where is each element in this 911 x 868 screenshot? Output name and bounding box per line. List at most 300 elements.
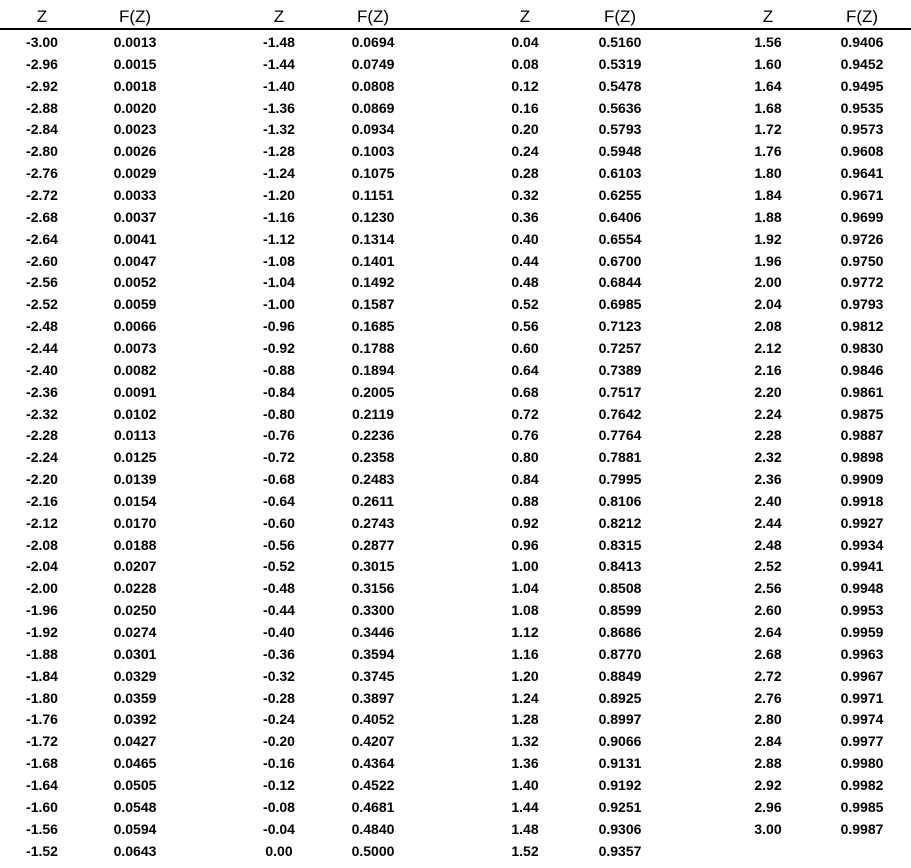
z-value-cell: -0.60 [263, 514, 295, 531]
z-value-cell: 1.44 [511, 798, 539, 815]
fz-value-cell: 0.0808 [351, 77, 395, 94]
z-value-cell: 2.88 [754, 755, 782, 772]
fz-value-cell: 0.0029 [113, 165, 157, 182]
z-value-cell: 2.00 [754, 274, 782, 291]
fz-value-cell: 0.9750 [840, 252, 884, 269]
fz-value-cell: 0.1401 [351, 252, 395, 269]
fz-value-cell: 0.0329 [113, 667, 157, 684]
z-value-cell: -0.48 [263, 580, 295, 597]
z-value-cell: 2.92 [754, 776, 782, 793]
z-value-cell: 2.28 [754, 427, 782, 444]
fz-value-cell: 0.1075 [351, 165, 395, 182]
fz-value-cell: 0.9846 [840, 361, 884, 378]
fz-value-cell: 0.0301 [113, 645, 157, 662]
z-value-cell: 0.32 [511, 187, 539, 203]
z-value-cell: -1.88 [26, 645, 58, 662]
z-value-cell: 2.84 [754, 733, 782, 750]
fz-value-cell: 0.0427 [113, 733, 157, 750]
z-value-cell: -2.16 [26, 492, 58, 509]
fz-value-cell: 0.0066 [113, 318, 157, 335]
z-value-cell: -0.80 [263, 405, 295, 422]
z-value-cell: 0.24 [511, 143, 539, 160]
z-value-cell: 0.68 [511, 383, 539, 400]
z-value-cell: -1.80 [26, 689, 58, 706]
z-value-cell: -0.92 [263, 339, 295, 356]
z-value-cell: -2.64 [26, 230, 58, 247]
fz-value-cell: 0.1492 [351, 274, 395, 291]
z-value-cell: 0.08 [511, 55, 539, 72]
z-value-cell: 1.00 [511, 558, 539, 575]
z-value-cell: 2.36 [754, 471, 782, 487]
fz-value-cell: 0.9909 [840, 471, 884, 487]
fz-value-cell: 0.5948 [598, 143, 642, 160]
z-value-cell: 0.12 [511, 77, 539, 94]
fz-value-cell: 0.0207 [113, 558, 157, 575]
fz-value-cell: 0.0869 [351, 99, 395, 116]
z-value-cell: -2.08 [26, 536, 58, 553]
fz-value-cell: 0.6844 [598, 274, 642, 291]
z-value-cell: -2.20 [26, 471, 58, 487]
z-value-cell: 0.48 [511, 274, 539, 291]
z-value-cell: 2.40 [754, 492, 782, 509]
z-value-cell: 2.60 [754, 602, 782, 619]
fz-value-cell: 0.2358 [351, 449, 395, 466]
z-value-cell: -0.52 [263, 558, 295, 575]
z-value-cell: -2.00 [26, 580, 58, 597]
fz-value-cell: 0.0170 [113, 514, 157, 531]
fz-value-cell: 0.0082 [113, 361, 157, 378]
fz-value-cell: 0.9927 [840, 514, 884, 531]
z-value-cell: -0.32 [263, 667, 295, 684]
fz-value-cell: 0.0228 [113, 580, 157, 597]
fz-value-cell: 0.9861 [840, 383, 884, 400]
z-value-cell: -2.40 [26, 361, 58, 378]
z-value-cell: -1.56 [26, 820, 58, 837]
fz-value-cell: 0.1685 [351, 318, 395, 335]
fz-value-cell: 0.2743 [351, 514, 395, 531]
z-value-cell: 1.52 [511, 842, 539, 859]
z-value-cell: 1.88 [754, 208, 782, 225]
z-value-cell: 0.40 [511, 230, 539, 247]
z-value-cell: -0.76 [263, 427, 295, 444]
z-value-cell: 0.96 [511, 536, 539, 553]
z-value-cell: 0.20 [511, 121, 539, 138]
fz-value-cell: 0.0392 [113, 711, 157, 728]
z-value-cell: 0.04 [511, 34, 539, 50]
z-value-cell: -2.28 [26, 427, 58, 444]
z-value-cell: 1.12 [511, 624, 539, 640]
z-value-cell: 2.72 [754, 667, 782, 684]
fz-value-cell: 0.8106 [598, 492, 642, 509]
z-value-cell: -1.44 [263, 55, 295, 72]
fz-value-cell: 0.1230 [351, 208, 395, 225]
fz-value-cell: 0.0073 [113, 339, 157, 356]
fz-value-cell: 0.3015 [351, 558, 395, 575]
z-value-cell: 2.80 [754, 711, 782, 728]
fz-value-cell: 0.3300 [351, 602, 395, 619]
fz-value-cell: 0.3446 [351, 624, 395, 640]
fz-value-cell: 0.3745 [351, 667, 395, 684]
z-value-cell: 0.52 [511, 296, 539, 313]
fz-value-cell: 0.0359 [113, 689, 157, 706]
z-value-cell: -0.40 [263, 624, 295, 640]
z-value-cell: -2.80 [26, 143, 58, 160]
z-value-cell: 0.84 [511, 471, 539, 487]
z-value-cell: -0.64 [263, 492, 295, 509]
z-value-cell: -0.56 [263, 536, 295, 553]
fz-value-cell: 0.0015 [113, 55, 157, 72]
fz-value-cell: 0.4207 [351, 733, 395, 750]
z-value-cell: 2.20 [754, 383, 782, 400]
z-value-cell: 2.32 [754, 449, 782, 466]
z-value-cell: 0.88 [511, 492, 539, 509]
fz-value-cell: 0.1314 [351, 230, 395, 247]
fz-value-cell: 0.9192 [598, 776, 642, 793]
fz-value-cell: 0.8413 [598, 558, 642, 575]
fz-value-cell: 0.9918 [840, 492, 884, 509]
z-value-cell: 0.64 [511, 361, 539, 378]
fz-value-cell: 0.7123 [598, 318, 642, 335]
z-value-cell: 1.08 [511, 602, 539, 619]
fz-value-cell: 0.6700 [598, 252, 642, 269]
fz-value-cell: 0.0041 [113, 230, 157, 247]
z-value-cell: 1.92 [754, 230, 782, 247]
z-value-cell: 3.00 [754, 820, 782, 837]
table-header-row [0, 0, 911, 30]
fz-value-cell: 0.2611 [351, 492, 395, 509]
z-value-cell: -1.52 [26, 842, 58, 859]
z-value-cell: 1.32 [511, 733, 539, 750]
z-value-cell: -0.04 [263, 820, 295, 837]
fz-value-cell: 0.2877 [351, 536, 395, 553]
z-value-cell: 2.08 [754, 318, 782, 335]
fz-value-cell: 0.9793 [840, 296, 884, 313]
z-value-cell: 2.68 [754, 645, 782, 662]
fz-value-cell: 0.0548 [113, 798, 157, 815]
fz-value-cell: 0.0020 [113, 99, 157, 116]
z-value-cell: -2.84 [26, 121, 58, 138]
fz-value-cell: 0.8315 [598, 536, 642, 553]
fz-value-cell: 0.0091 [113, 383, 157, 400]
fz-value-cell: 0.6255 [598, 187, 642, 203]
fz-value-cell: 0.9959 [840, 624, 884, 640]
z-value-cell: -0.16 [263, 755, 295, 772]
fz-value-cell: 0.9830 [840, 339, 884, 356]
fz-value-cell: 0.9251 [598, 798, 642, 815]
z-value-cell: 1.84 [754, 187, 782, 203]
z-value-cell: 2.44 [754, 514, 782, 531]
z-value-cell: 2.24 [754, 405, 782, 422]
fz-value-cell: 0.5319 [598, 55, 642, 72]
fz-value-cell: 0.0047 [113, 252, 157, 269]
fz-value-cell: 0.9306 [598, 820, 642, 837]
z-value-cell: -1.00 [263, 296, 295, 313]
fz-value-cell: 0.3156 [351, 580, 395, 597]
fz-value-cell: 0.7257 [598, 339, 642, 356]
fz-value-cell: 0.0154 [113, 492, 157, 509]
fz-value-cell: 0.7995 [598, 471, 642, 487]
z-value-cell: 1.60 [754, 55, 782, 72]
fz-value-cell: 0.7642 [598, 405, 642, 422]
fz-value-cell: 0.7764 [598, 427, 642, 444]
fz-value-cell: 0.5160 [598, 34, 642, 50]
fz-value-cell: 0.9963 [840, 645, 884, 662]
fz-value-cell: 0.0026 [113, 143, 157, 160]
fz-value-cell: 0.4522 [351, 776, 395, 793]
fz-value-cell: 0.3897 [351, 689, 395, 706]
z-value-cell: 2.56 [754, 580, 782, 597]
fz-value-cell: 0.2483 [351, 471, 395, 487]
fz-value-cell: 0.2119 [351, 405, 395, 422]
z-value-cell: 1.40 [511, 776, 539, 793]
fz-value-cell: 0.9941 [840, 558, 884, 575]
z-value-cell: -1.08 [263, 252, 295, 269]
header-fz-4: F(Z) [845, 7, 879, 26]
z-value-cell: -0.44 [263, 602, 295, 619]
header-z-3: Z [519, 7, 531, 26]
z-value-cell: -1.76 [26, 711, 58, 728]
fz-value-cell: 0.0465 [113, 755, 157, 772]
z-value-cell: 1.76 [754, 143, 782, 160]
fz-value-cell: 0.9982 [840, 776, 884, 793]
z-value-cell: 0.00 [265, 842, 293, 859]
z-value-cell: 0.56 [511, 318, 539, 335]
fz-value-cell: 0.2236 [351, 427, 395, 444]
z-value-cell: 0.76 [511, 427, 539, 444]
fz-value-cell: 0.9887 [840, 427, 884, 444]
fz-value-cell: 0.1587 [351, 296, 395, 313]
z-value-cell: -2.36 [26, 383, 58, 400]
fz-value-cell: 0.6103 [598, 165, 642, 182]
fz-value-cell: 0.8686 [598, 624, 642, 640]
fz-value-cell: 0.9898 [840, 449, 884, 466]
z-value-cell: -0.84 [263, 383, 295, 400]
z-value-cell: -0.28 [263, 689, 295, 706]
fz-value-cell: 0.1788 [351, 339, 395, 356]
fz-value-cell: 0.9967 [840, 667, 884, 684]
fz-value-cell: 0.9726 [840, 230, 884, 247]
fz-value-cell: 0.9406 [840, 34, 884, 50]
z-value-cell: -2.60 [26, 252, 58, 269]
z-value-cell: -1.48 [263, 34, 295, 50]
z-value-cell: -1.16 [263, 208, 295, 225]
z-value-cell: 0.16 [511, 99, 539, 116]
z-value-cell: 1.04 [511, 580, 539, 597]
fz-value-cell: 0.0052 [113, 274, 157, 291]
fz-value-cell: 0.8508 [598, 580, 642, 597]
fz-value-cell: 0.9452 [840, 55, 884, 72]
z-value-cell: -2.48 [26, 318, 58, 335]
fz-value-cell: 0.0013 [113, 34, 157, 50]
z-value-cell: -0.20 [263, 733, 295, 750]
z-value-cell: -2.04 [26, 558, 58, 575]
z-value-cell: 2.48 [754, 536, 782, 553]
fz-value-cell: 0.4364 [351, 755, 395, 772]
header-z-2: Z [273, 7, 285, 26]
z-value-cell: 1.48 [511, 820, 539, 837]
z-value-cell: -0.24 [263, 711, 295, 728]
header-z-4: Z [762, 7, 774, 26]
header-fz-1: F(Z) [118, 7, 152, 26]
z-value-cell: -2.24 [26, 449, 58, 466]
fz-value-cell: 0.0023 [113, 121, 157, 138]
z-value-cell: 0.28 [511, 165, 539, 182]
z-value-cell: -0.08 [263, 798, 295, 815]
z-value-cell: -1.96 [26, 602, 58, 619]
fz-value-cell: 0.0188 [113, 536, 157, 553]
fz-value-cell: 0.0018 [113, 77, 157, 94]
z-value-cell: 1.16 [511, 645, 539, 662]
z-value-cell: -2.68 [26, 208, 58, 225]
z-value-cell: -1.92 [26, 624, 58, 640]
z-value-cell: -1.64 [26, 776, 58, 793]
fz-value-cell: 0.8925 [598, 689, 642, 706]
z-value-cell: -1.24 [263, 165, 295, 182]
fz-value-cell: 0.9573 [840, 121, 884, 138]
z-value-cell: 1.80 [754, 165, 782, 182]
fz-value-cell: 0.7517 [598, 383, 642, 400]
z-value-cell: 1.96 [754, 252, 782, 269]
fz-value-cell: 0.0643 [113, 842, 157, 859]
z-value-cell: 0.60 [511, 339, 539, 356]
z-value-cell: 1.72 [754, 121, 782, 138]
z-value-cell: -2.76 [26, 165, 58, 182]
fz-value-cell: 0.4681 [351, 798, 395, 815]
fz-value-cell: 0.9948 [840, 580, 884, 597]
fz-value-cell: 0.9671 [840, 187, 884, 203]
z-value-cell: 0.80 [511, 449, 539, 466]
z-value-cell: 1.20 [511, 667, 539, 684]
fz-value-cell: 0.0250 [113, 602, 157, 619]
z-value-cell: -0.12 [263, 776, 295, 793]
z-value-cell: -0.96 [263, 318, 295, 335]
fz-value-cell: 0.0113 [113, 427, 157, 444]
fz-value-cell: 0.8212 [598, 514, 642, 531]
z-value-cell: 1.56 [754, 34, 782, 50]
z-value-cell: -2.56 [26, 274, 58, 291]
z-value-cell: -0.72 [263, 449, 295, 466]
fz-value-cell: 0.5793 [598, 121, 642, 138]
fz-value-cell: 0.9357 [598, 842, 642, 859]
z-value-cell: -1.32 [263, 121, 295, 138]
fz-value-cell: 0.9812 [840, 318, 884, 335]
fz-value-cell: 0.0033 [113, 187, 157, 203]
z-value-cell: -1.68 [26, 755, 58, 772]
fz-value-cell: 0.9608 [840, 143, 884, 160]
fz-value-cell: 0.9934 [840, 536, 884, 553]
z-value-cell: -2.92 [26, 77, 58, 94]
z-value-cell: -1.28 [263, 143, 295, 160]
z-value-cell: -1.40 [263, 77, 295, 94]
fz-value-cell: 0.8770 [598, 645, 642, 662]
z-value-cell: -2.72 [26, 187, 58, 203]
z-value-cell: 1.24 [511, 689, 539, 706]
fz-value-cell: 0.7389 [598, 361, 642, 378]
fz-value-cell: 0.4840 [351, 820, 395, 837]
z-value-cell: -1.36 [263, 99, 295, 116]
fz-value-cell: 0.1894 [351, 361, 395, 378]
fz-value-cell: 0.1151 [351, 187, 395, 203]
z-value-cell: -2.88 [26, 99, 58, 116]
z-value-cell: 1.36 [511, 755, 539, 772]
fz-value-cell: 0.9971 [840, 689, 884, 706]
z-value-cell: 0.72 [511, 405, 539, 422]
fz-value-cell: 0.5636 [598, 99, 642, 116]
fz-value-cell: 0.9772 [840, 274, 884, 291]
z-value-cell: 1.64 [754, 77, 782, 94]
header-fz-2: F(Z) [356, 7, 390, 26]
z-value-cell: 2.12 [754, 339, 782, 356]
z-value-cell: 2.04 [754, 296, 782, 313]
fz-value-cell: 0.0594 [113, 820, 157, 837]
fz-value-cell: 0.1003 [351, 143, 395, 160]
fz-value-cell: 0.9131 [598, 755, 642, 772]
fz-value-cell: 0.0037 [113, 208, 157, 225]
z-value-cell: 2.64 [754, 624, 782, 640]
z-value-cell: 1.68 [754, 99, 782, 116]
z-value-cell: 0.92 [511, 514, 539, 531]
fz-value-cell: 0.9980 [840, 755, 884, 772]
fz-value-cell: 0.4052 [351, 711, 395, 728]
fz-value-cell: 0.0274 [113, 624, 157, 640]
fz-value-cell: 0.0139 [113, 471, 157, 487]
z-value-cell: 0.44 [511, 252, 539, 269]
fz-value-cell: 0.9699 [840, 208, 884, 225]
fz-value-cell: 0.6554 [598, 230, 642, 247]
fz-value-cell: 0.0934 [351, 121, 395, 138]
fz-value-cell: 0.0125 [113, 449, 157, 466]
z-value-cell: 0.36 [511, 208, 539, 225]
z-value-cell: -2.52 [26, 296, 58, 313]
fz-value-cell: 0.9535 [840, 99, 884, 116]
z-value-cell: -0.68 [263, 471, 295, 487]
z-value-cell: -2.96 [26, 55, 58, 72]
fz-value-cell: 0.0749 [351, 55, 395, 72]
header-fz-3: F(Z) [603, 7, 637, 26]
z-value-cell: 1.28 [511, 711, 539, 728]
header-z-1: Z [36, 7, 48, 26]
z-value-cell: -2.12 [26, 514, 58, 531]
z-value-cell: -2.44 [26, 339, 58, 356]
z-value-cell: 2.76 [754, 689, 782, 706]
z-value-cell: -1.20 [263, 187, 295, 203]
fz-value-cell: 0.8599 [598, 602, 642, 619]
fz-value-cell: 0.7881 [598, 449, 642, 466]
fz-value-cell: 0.9495 [840, 77, 884, 94]
fz-value-cell: 0.9875 [840, 405, 884, 422]
fz-value-cell: 0.9985 [840, 798, 884, 815]
fz-value-cell: 0.8849 [598, 667, 642, 684]
fz-value-cell: 0.8997 [598, 711, 642, 728]
fz-value-cell: 0.0694 [351, 34, 395, 50]
z-value-cell: -0.88 [263, 361, 295, 378]
fz-value-cell: 0.0102 [113, 405, 157, 422]
z-value-cell: -3.00 [26, 34, 58, 50]
fz-value-cell: 0.9953 [840, 602, 884, 619]
z-value-cell: -2.32 [26, 405, 58, 422]
fz-value-cell: 0.6985 [598, 296, 642, 313]
z-value-cell: 2.16 [754, 361, 782, 378]
fz-value-cell: 0.5000 [351, 842, 395, 859]
z-value-cell: 2.96 [754, 798, 782, 815]
fz-value-cell: 0.0505 [113, 776, 157, 793]
z-value-cell: -1.60 [26, 798, 58, 815]
fz-value-cell: 0.6406 [598, 208, 642, 225]
z-value-cell: -0.36 [263, 645, 295, 662]
fz-value-cell: 0.9977 [840, 733, 884, 750]
z-value-cell: -1.84 [26, 667, 58, 684]
z-value-cell: -1.72 [26, 733, 58, 750]
